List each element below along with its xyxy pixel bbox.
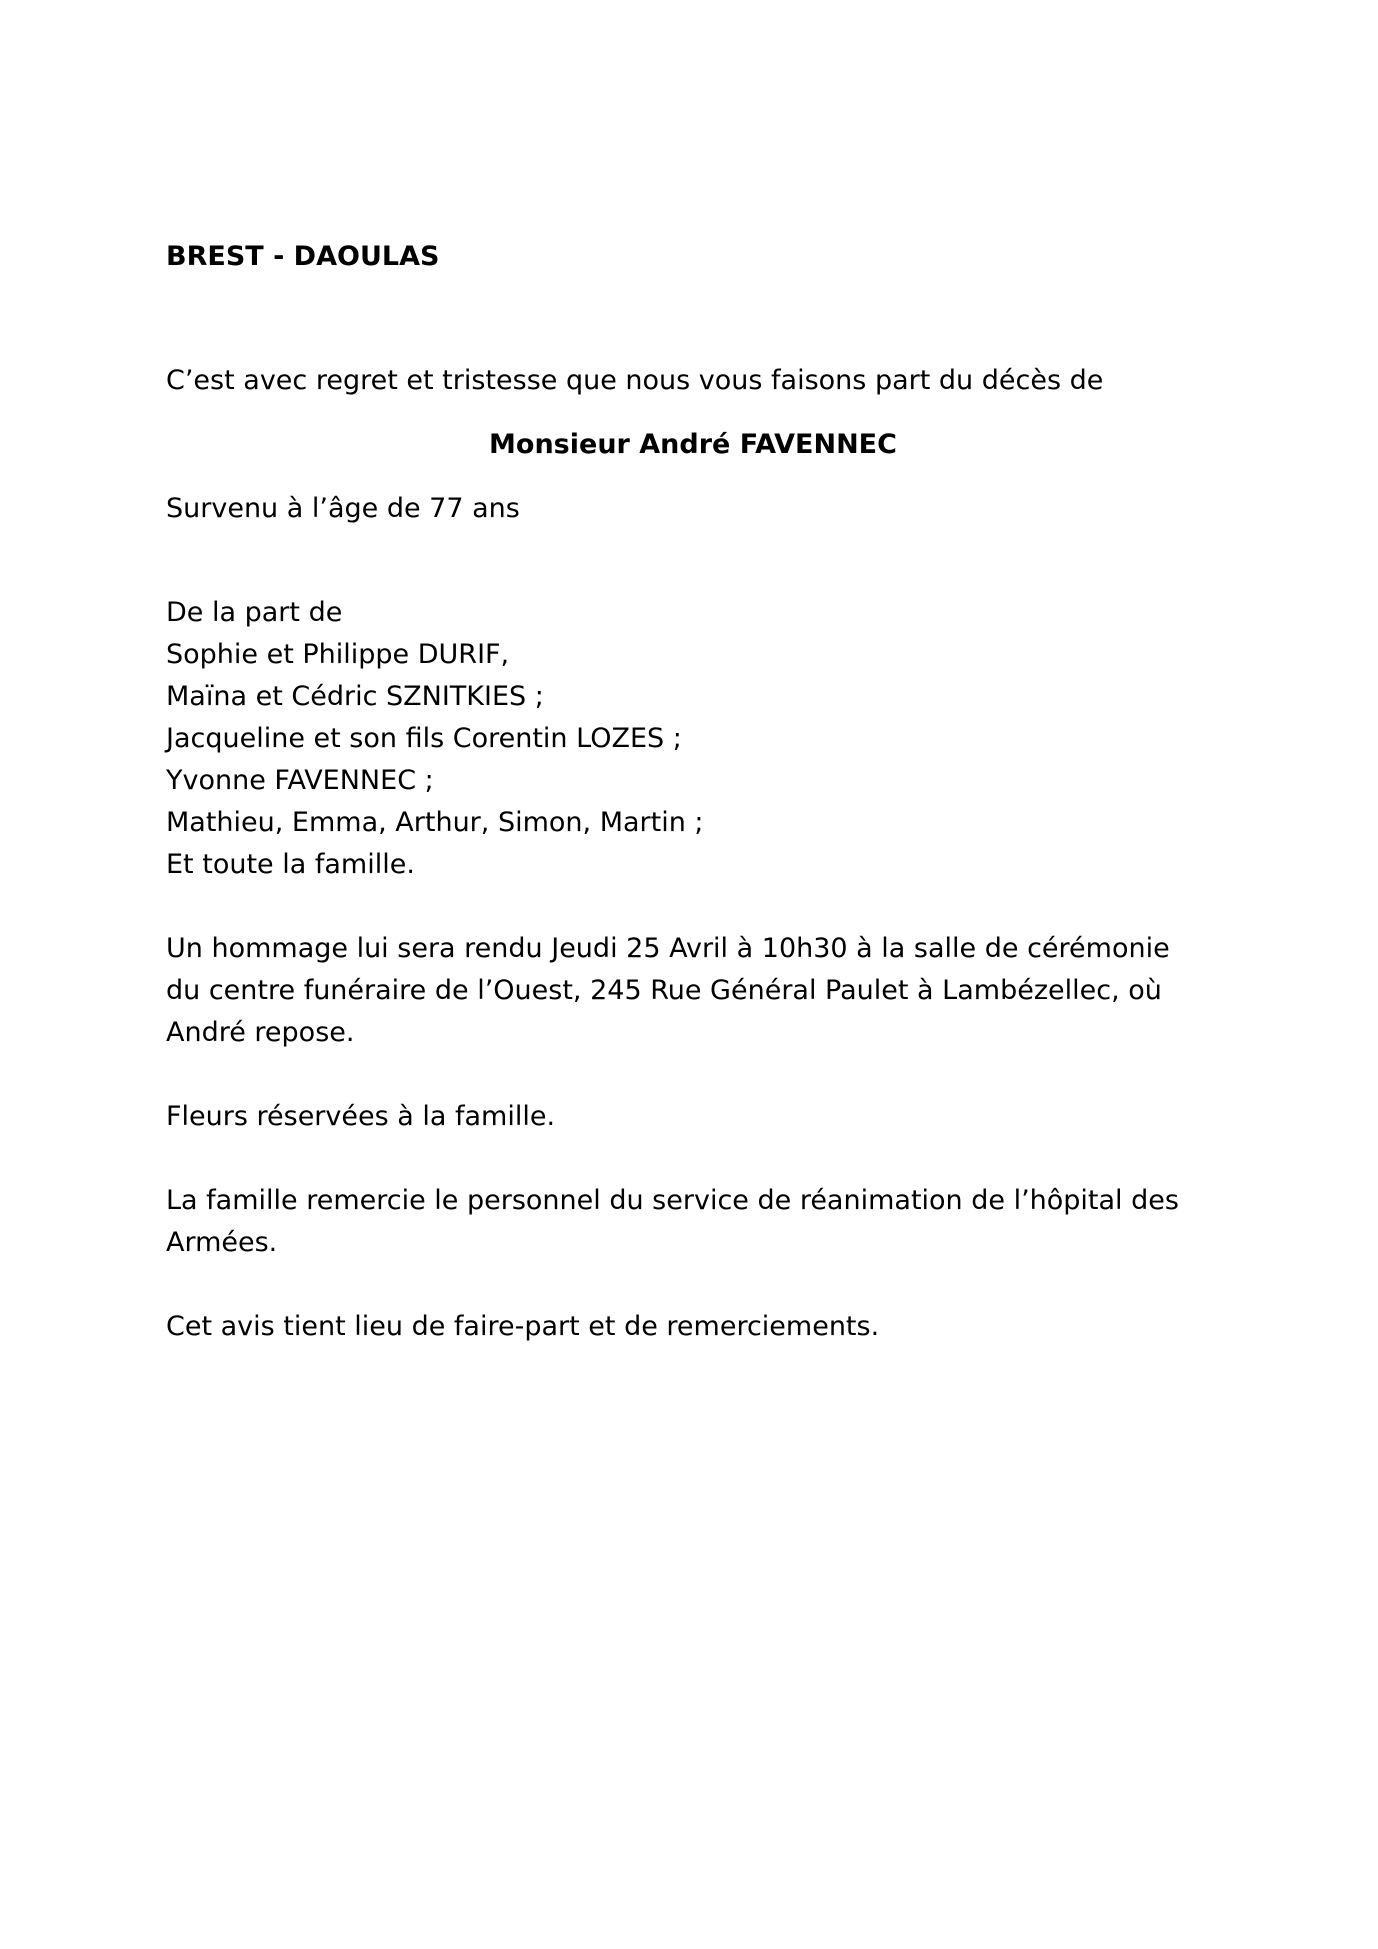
age-line: Survenu à l’âge de 77 ans: [166, 493, 520, 524]
ceremony-line: André repose.: [166, 1017, 355, 1048]
ceremony-line: du centre funéraire de l’Ouest, 245 Rue Général Paulet à Lambézellec, où: [166, 975, 1162, 1006]
family-line: Sophie et Philippe DURIF,: [166, 639, 510, 670]
intro-text: C’est avec regret et tristesse que nous vous faisons part du décès de: [166, 365, 1104, 396]
family-line: Yvonne FAVENNEC ;: [166, 765, 434, 796]
family-line: Mathieu, Emma, Arthur, Simon, Martin ;: [166, 807, 704, 838]
family-line: Et toute la famille.: [166, 849, 415, 880]
ceremony-paragraph: [166, 928, 1236, 1054]
thanks-line: Armées.: [166, 1227, 278, 1258]
flowers-text: Fleurs réservées à la famille.: [166, 1101, 556, 1132]
family-block: [166, 592, 1236, 886]
family-line: Maïna et Cédric SZNITKIES ;: [166, 681, 544, 712]
thanks-paragraph: [166, 1180, 1236, 1264]
place-heading: BREST - DAOULAS: [166, 241, 440, 272]
from-heading: De la part de: [166, 597, 343, 628]
closing-text: Cet avis tient lieu de faire-part et de remerciements.: [166, 1311, 880, 1342]
family-line: Jacqueline et son fils Corentin LOZES ;: [166, 723, 682, 754]
deceased-name: Monsieur André FAVENNEC: [489, 429, 897, 460]
ceremony-line: Un hommage lui sera rendu Jeudi 25 Avril à 10h30 à la salle de cérémonie: [166, 933, 1170, 964]
thanks-line: La famille remercie le personnel du service de réanimation de l’hôpital des: [166, 1185, 1179, 1216]
obituary-notice: [166, 236, 1236, 1348]
